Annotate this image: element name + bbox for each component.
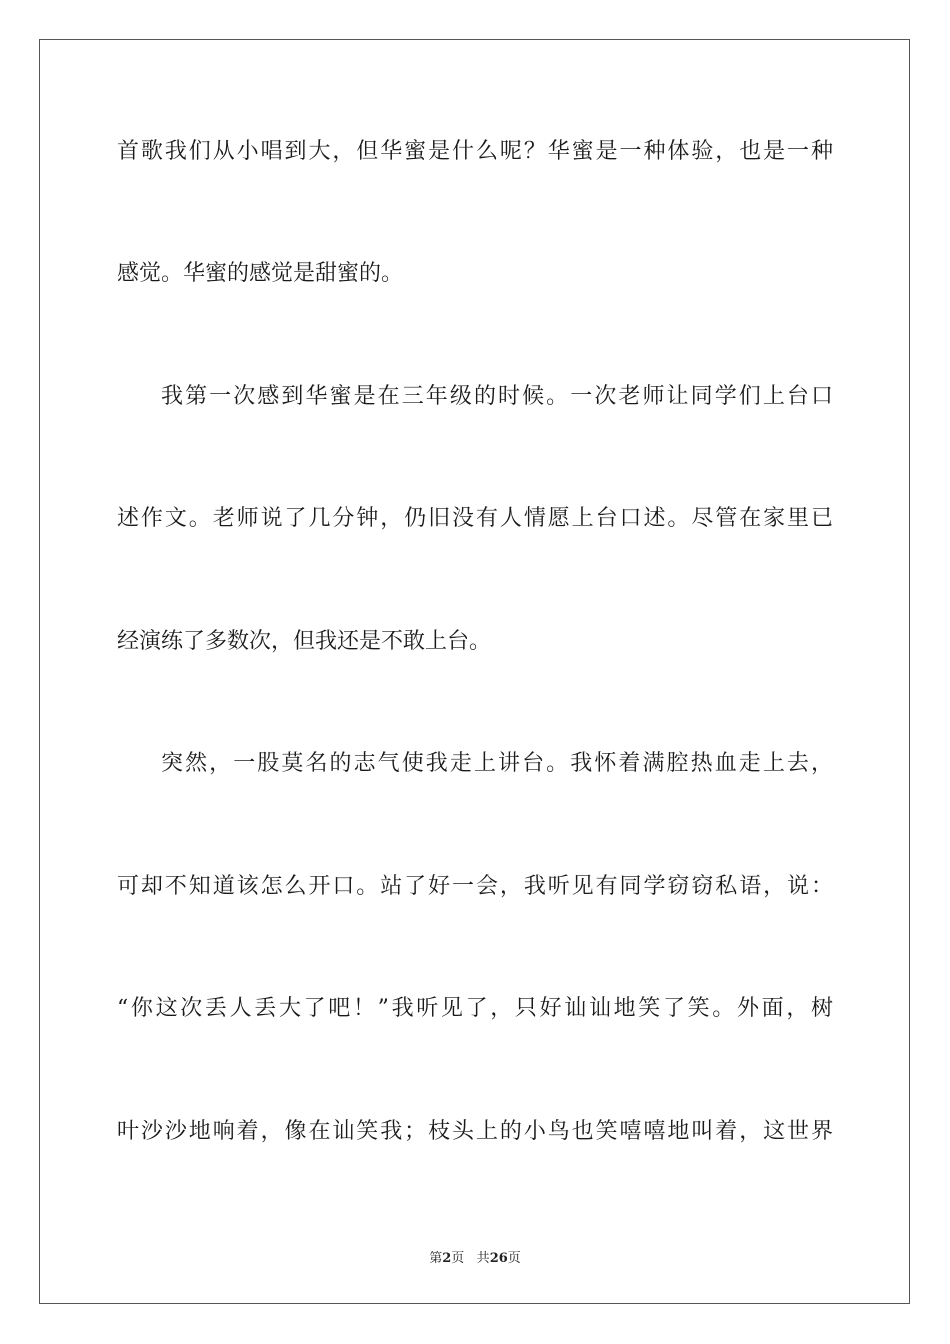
text-line-8: “你这次丢人丢大了吧！”我听见了，只好讪讪地笑了笑。外面，树 xyxy=(117,996,833,1021)
text-line-6: 突然，一股莫名的志气使我走上讲台。我怀着满腔热血走上去， xyxy=(161,751,833,776)
footer-page-number: 2 xyxy=(442,1251,452,1266)
text-line-2: 感觉。华蜜的感觉是甜蜜的。 xyxy=(117,261,404,286)
text-line-4: 述作文。老师说了几分钟，仍旧没有人情愿上台口述。尽管在家里已 xyxy=(117,506,833,531)
page-border xyxy=(39,39,910,1304)
text-line-5: 经演练了多数次，但我还是不敢上台。 xyxy=(117,629,492,654)
footer-page-prefix: 第 xyxy=(429,1251,443,1266)
text-line-1: 首歌我们从小唱到大，但华蜜是什么呢？华蜜是一种体验，也是一种 xyxy=(117,139,833,164)
footer-total-prefix: 共 xyxy=(476,1251,490,1266)
text-line-9: 叶沙沙地响着，像在讪笑我；枝头上的小鸟也笑嘻嘻地叫着，这世界 xyxy=(117,1119,833,1144)
footer-page-suffix: 页 xyxy=(451,1251,465,1266)
text-line-7: 可却不知道该怎么开口。站了好一会，我听见有同学窃窃私语，说： xyxy=(117,874,833,899)
page-footer xyxy=(0,1247,950,1266)
footer-total-number: 26 xyxy=(489,1251,508,1266)
footer-total-suffix: 页 xyxy=(507,1251,521,1266)
text-line-3: 我第一次感到华蜜是在三年级的时候。一次老师让同学们上台口 xyxy=(161,384,833,409)
